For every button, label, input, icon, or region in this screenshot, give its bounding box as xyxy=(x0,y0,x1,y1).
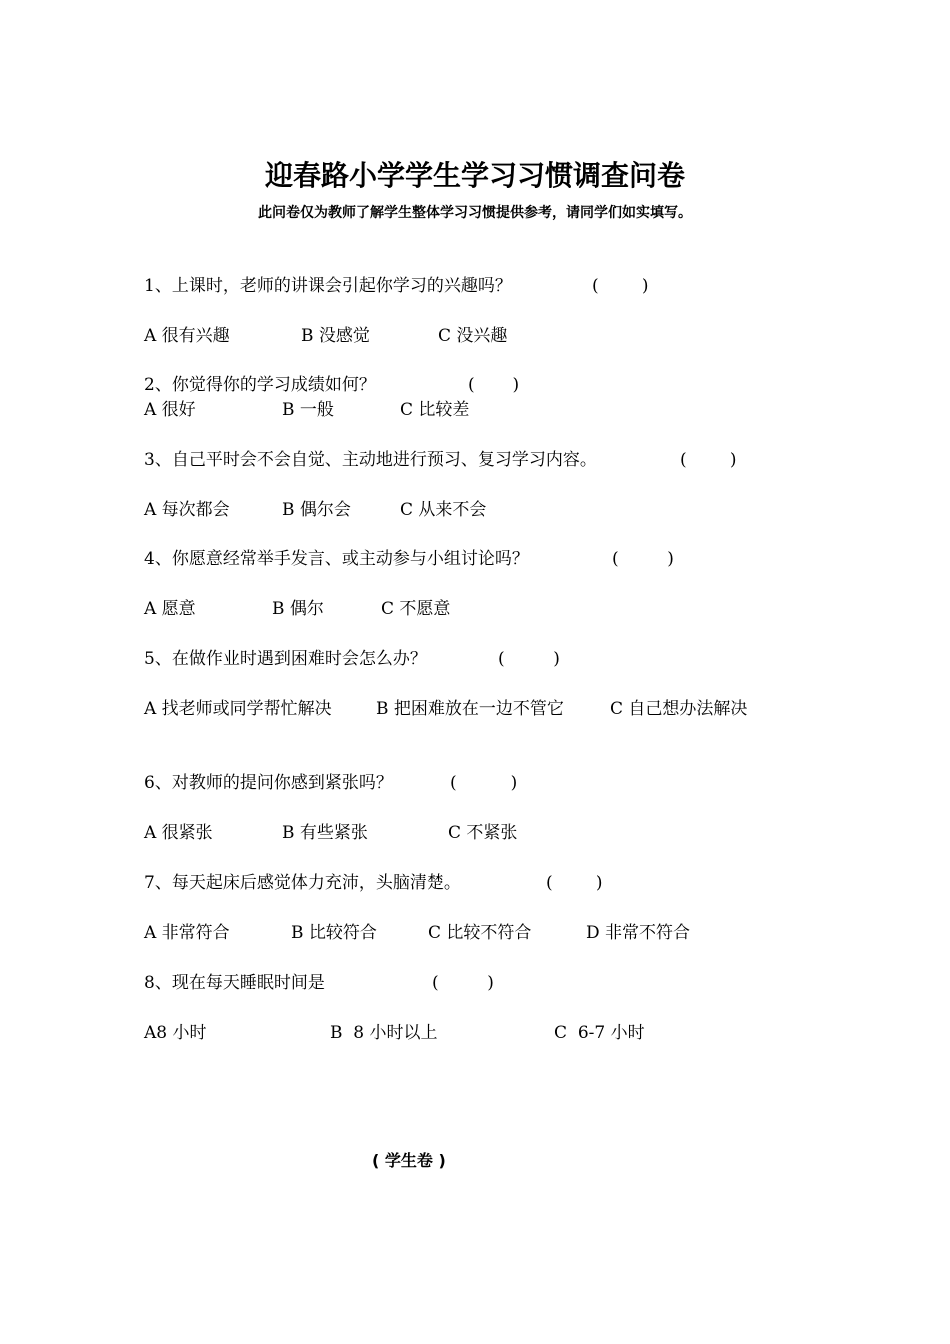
option-6b: B 有些紧张 xyxy=(282,823,368,843)
option-7a: A 非常符合 xyxy=(144,923,230,943)
option-4a: A 愿意 xyxy=(144,599,196,619)
option-5c: C 自己想办法解决 xyxy=(610,699,748,719)
option-2b: B 一般 xyxy=(282,400,334,420)
question-7: 7、每天起床后感觉体力充沛，头脑清楚。 xyxy=(144,873,461,893)
answer-blank-2: ( ) xyxy=(468,375,520,395)
option-7c: C 比较不符合 xyxy=(428,923,532,943)
option-5a: A 找老师或同学帮忙解决 xyxy=(144,699,332,719)
option-2a: A 很好 xyxy=(144,400,196,420)
option-8b: B 8 小时以上 xyxy=(330,1023,438,1043)
option-2c: C 比较差 xyxy=(400,400,470,420)
answer-blank-4: ( ) xyxy=(612,549,674,569)
footer-label: ( 学生卷 ) xyxy=(372,1151,446,1170)
option-3b: B 偶尔会 xyxy=(282,500,351,520)
option-1b: B 没感觉 xyxy=(301,326,370,346)
question-1: 1、上课时，老师的讲课会引起你学习的兴趣吗？ xyxy=(144,276,512,296)
option-3a: A 每次都会 xyxy=(144,500,230,520)
option-4b: B 偶尔 xyxy=(272,599,324,619)
answer-blank-3: ( ) xyxy=(680,450,737,470)
question-6: 6、对教师的提问你感到紧张吗？ xyxy=(144,773,393,793)
question-2: 2、你觉得你的学习成绩如何？ xyxy=(144,375,376,395)
page-subtitle: 此问卷仅为教师了解学生整体学习习惯提供参考，请同学们如实填写。 xyxy=(258,205,692,221)
option-4c: C 不愿意 xyxy=(381,599,451,619)
question-3: 3、自己平时会不会自觉、主动地进行预习、复习学习内容。 xyxy=(144,450,597,470)
answer-blank-8: ( ) xyxy=(432,973,494,993)
answer-blank-5: ( ) xyxy=(498,649,560,669)
option-6a: A 很紧张 xyxy=(144,823,213,843)
page-title: 迎春路小学学生学习习惯调查问卷 xyxy=(264,159,685,192)
question-5: 5、在做作业时遇到困难时会怎么办？ xyxy=(144,649,427,669)
question-4: 4、你愿意经常举手发言、或主动参与小组讨论吗？ xyxy=(144,549,529,569)
option-5b: B 把困难放在一边不管它 xyxy=(376,699,564,719)
option-7d: D 非常不符合 xyxy=(586,923,691,943)
option-8a: A8 小时 xyxy=(144,1023,207,1043)
option-6c: C 不紧张 xyxy=(448,823,518,843)
option-1a: A 很有兴趣 xyxy=(144,326,230,346)
option-7b: B 比较符合 xyxy=(291,923,377,943)
option-3c: C 从来不会 xyxy=(400,500,487,520)
option-8c: C 6-7 小时 xyxy=(554,1023,645,1043)
answer-blank-7: ( ) xyxy=(546,873,603,893)
answer-blank-6: ( ) xyxy=(450,773,518,793)
answer-blank-1: ( ) xyxy=(592,276,649,296)
question-8: 8、现在每天睡眠时间是 xyxy=(144,973,325,993)
option-1c: C 没兴趣 xyxy=(438,326,508,346)
